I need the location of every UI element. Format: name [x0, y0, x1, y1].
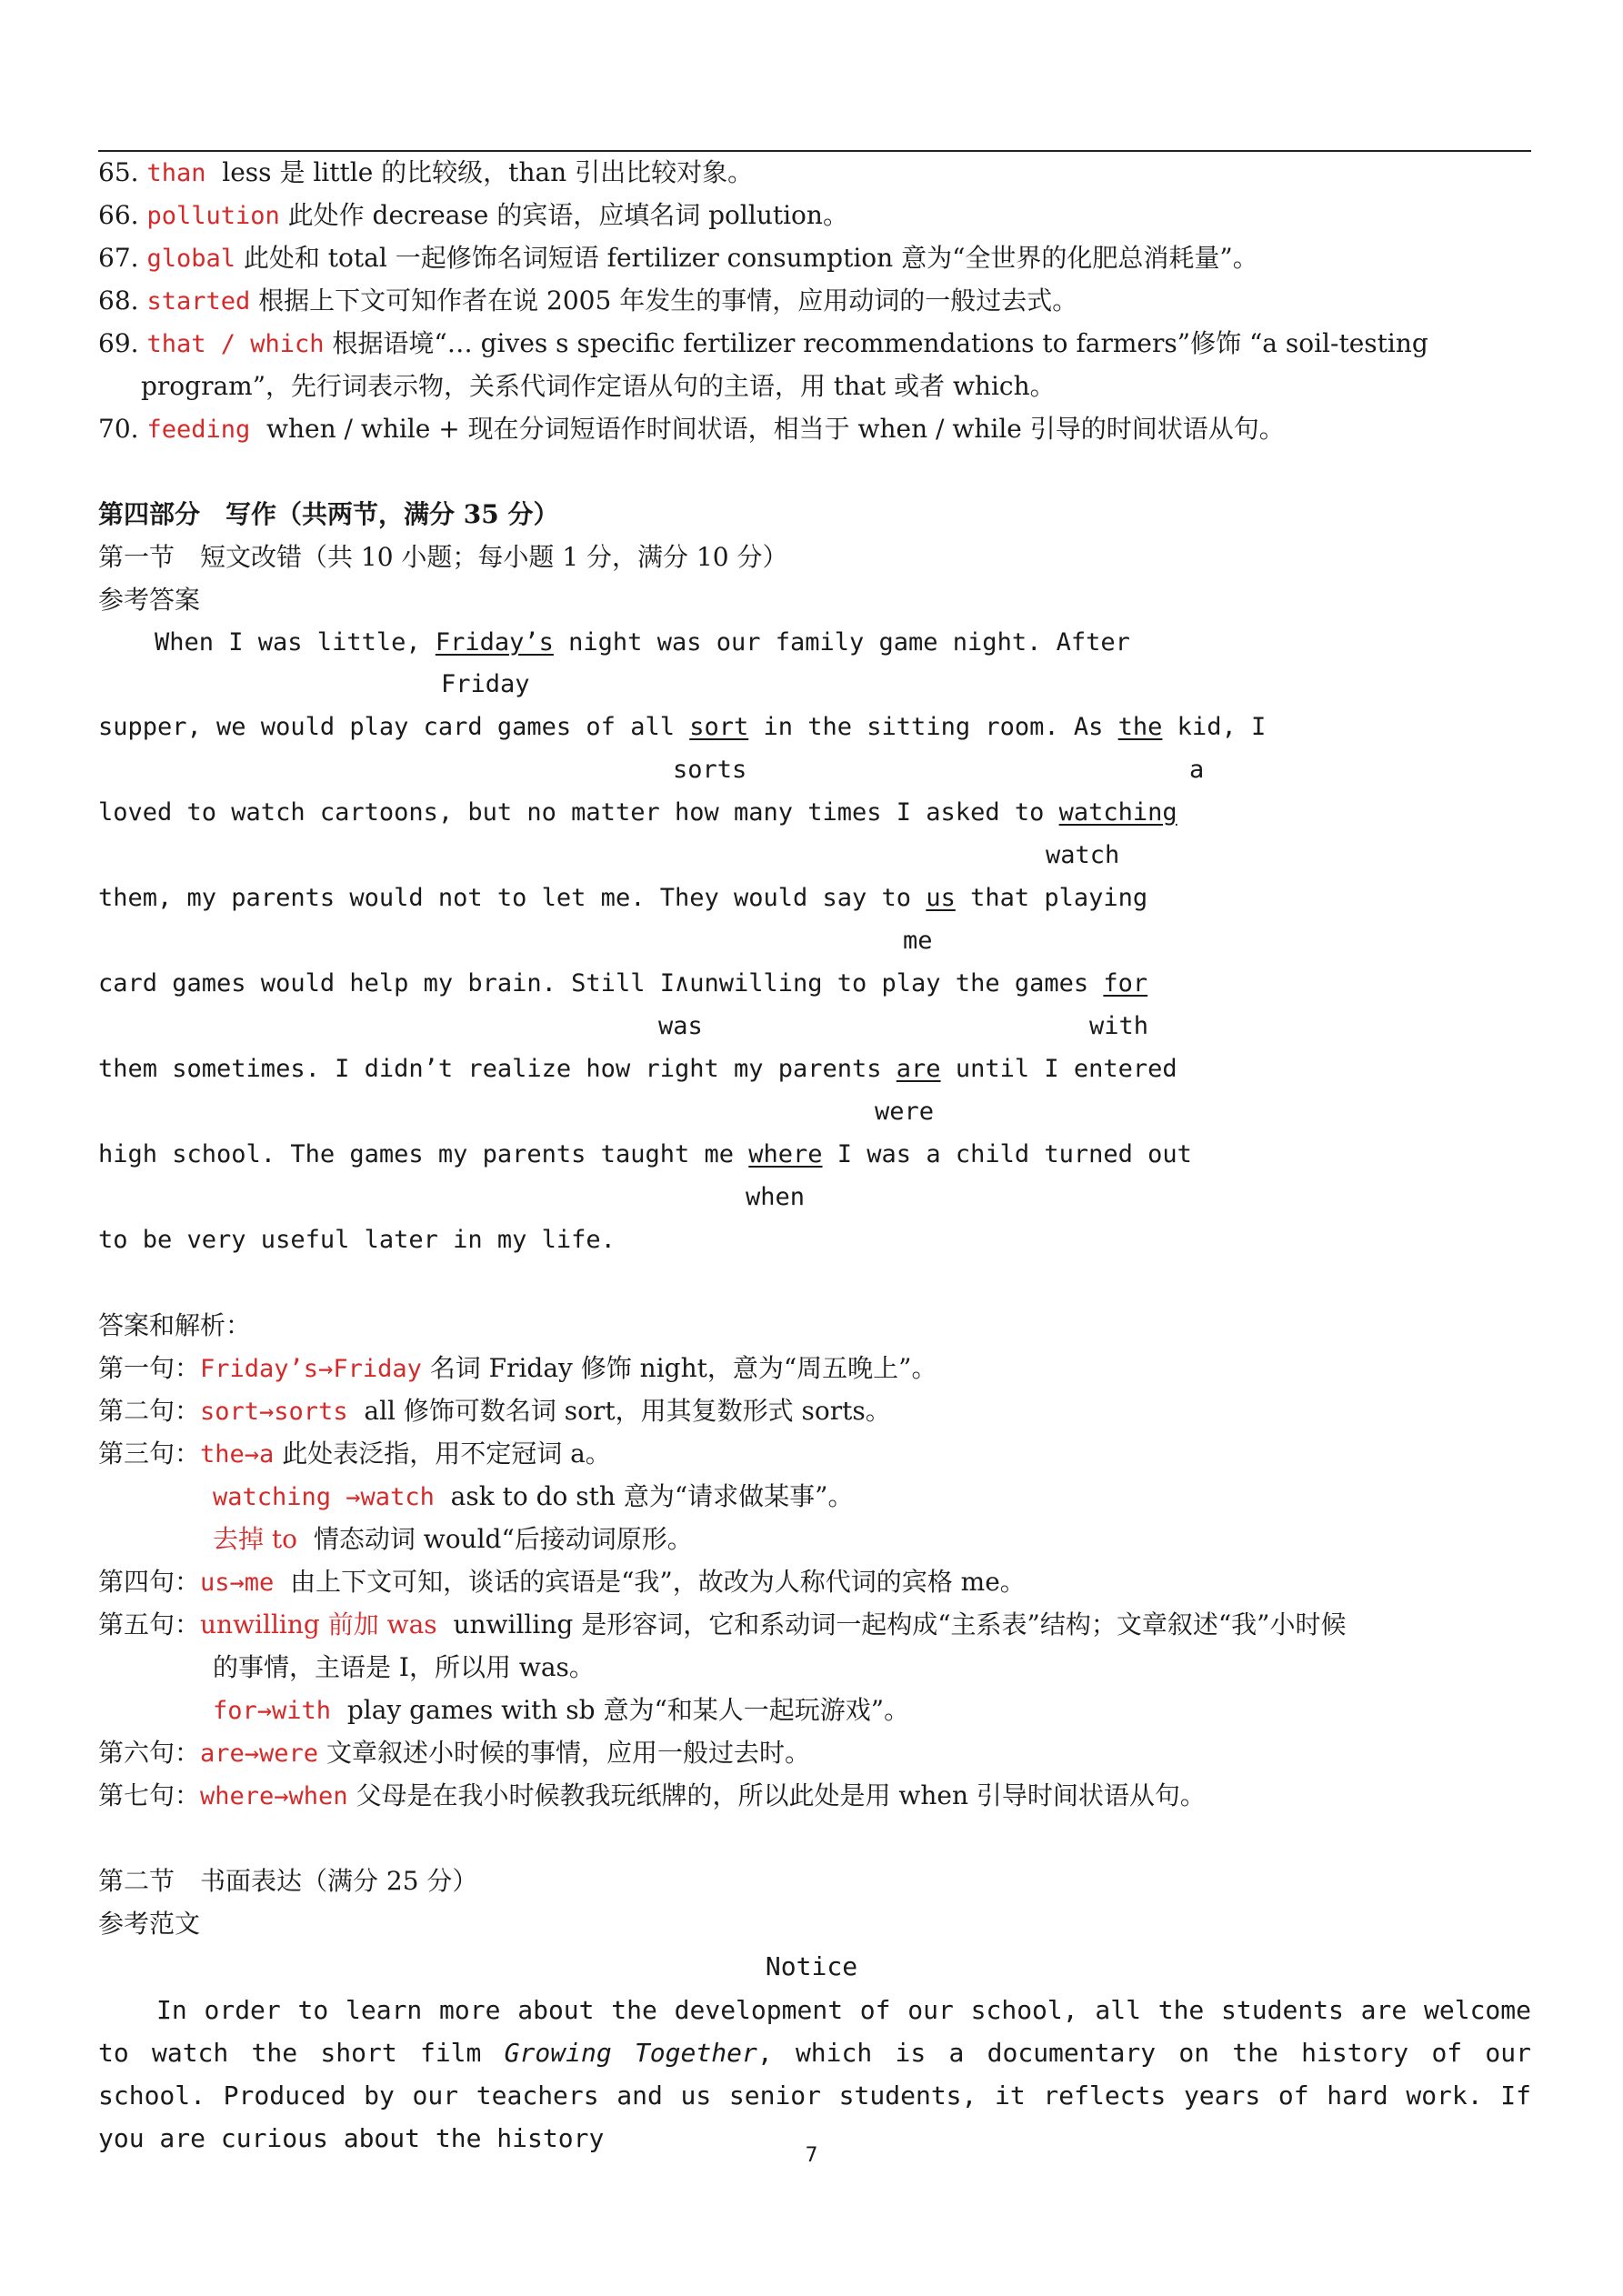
analysis-sentence-3c: 去掉 to 情态动词 would“后接动词原形。 — [213, 1524, 693, 1554]
analysis-sentence-4: 第四句：us→me 由上下文可知，谈话的宾语是“我”，故改为人称代词的宾格 me。 — [98, 1567, 1026, 1597]
passage-line-2: supper, we would play card games of all sort in the sitting room. As the kid, I — [98, 713, 1267, 741]
correction-5: me — [903, 927, 933, 955]
correction-9: when — [746, 1183, 806, 1211]
answer-67: 67. global 此处和 total 一起修饰名词短语 fertilizer consumption 意为“全世界的化肥总消耗量”。 — [98, 243, 1258, 273]
answer-70: 70. feeding when / while + 现在分词短语作时间状语，相当于 when / while 引导的时间状语从句。 — [98, 414, 1285, 444]
answer-69-cont: program”，先行词表示物，关系代词作定语从句的主语，用 that 或者 which。 — [141, 371, 1056, 401]
section1-title: 第一节 短文改错（共 10 小题；每小题 1 分，满分 10 分） — [98, 542, 788, 572]
part4-title: 第四部分 写作（共两节，满分 35 分） — [98, 499, 559, 529]
answer-68: 68. started 根据上下文可知作者在说 2005 年发生的事情，应用动词的一般过去式。 — [98, 286, 1078, 316]
passage-line-4: them, my parents would not to let me. They would say to us that playing — [98, 884, 1148, 912]
answer-66: 66. pollution 此处作 decrease 的宾语，应填名词 pollution。 — [98, 200, 848, 230]
analysis-sentence-7: 第七句：where→when 父母是在我小时候教我玩纸牌的，所以此处是用 when 引导时间状语从句。 — [98, 1780, 1206, 1810]
analysis-sentence-6: 第六句：are→were 文章叙述小时候的事情，应用一般过去时。 — [98, 1738, 810, 1768]
passage-line-5: card games would help my brain. Still I∧unwilling to play the games for — [98, 969, 1148, 998]
page-number: 7 — [805, 2144, 818, 2167]
reference-answer-label: 参考答案 — [98, 585, 201, 615]
correction-8: were — [875, 1098, 935, 1126]
passage-line-7: high school. The games my parents taught me where I was a child turned out — [98, 1140, 1192, 1168]
passage-line-3: loved to watch cartoons, but no matter how many times I asked to watching — [98, 798, 1177, 827]
correction-4: watch — [1046, 841, 1120, 869]
analysis-sentence-5b: for→with play games with sb 意为“和某人一起玩游戏”。 — [213, 1695, 910, 1725]
answer-65: 65. than less 是 little 的比较级，than 引出比较对象。 — [98, 157, 754, 187]
analysis-sentence-5-cont: 的事情，主语是 I，所以用 was。 — [213, 1652, 595, 1682]
analysis-sentence-2: 第二句：sort→sorts all 修饰可数名词 sort，用其复数形式 sorts。 — [98, 1396, 891, 1426]
analysis-title: 答案和解析： — [98, 1310, 252, 1340]
passage-line-8: to be very useful later in my life. — [98, 1226, 616, 1254]
correction-3: a — [1189, 756, 1205, 784]
analysis-sentence-5: 第五句：unwilling 前加 was unwilling 是形容词，它和系动词一起构成“主系表”结构；文章叙述“我”小时候 — [98, 1609, 1347, 1639]
essay-paragraph: In order to learn more about the development of our school, all the students are welcome to watch the short film Growing Together, which is a documentary on the history of our school. Produced by our teachers and us senior students, it reflects years of hard work. If you are curious about the history — [98, 1995, 1532, 2153]
correction-1: Friday — [441, 670, 530, 698]
section2-title: 第二节 书面表达（满分 25 分） — [98, 1866, 478, 1896]
analysis-sentence-3: 第三句：the→a 此处表泛指，用不定冠词 a。 — [98, 1439, 611, 1469]
correction-6: was — [658, 1012, 703, 1040]
passage-line-6: them sometimes. I didn’t realize how right my parents are until I entered — [98, 1055, 1177, 1083]
correction-7: with — [1089, 1012, 1149, 1040]
reference-essay-label: 参考范文 — [98, 1909, 201, 1939]
passage-line-1: When I was little, Friday’s night was our family game night. After — [155, 628, 1130, 657]
analysis-sentence-1: 第一句：Friday’s→Friday 名词 Friday 修饰 night，意为“周五晚上”。 — [98, 1353, 937, 1383]
analysis-sentence-3b: watching →watch ask to do sth 意为“请求做某事”。 — [213, 1481, 854, 1511]
answer-69: 69. that / which 根据语境“… gives s specific fertilizer recommendations to farmers”修饰 “a soil-testing — [98, 328, 1428, 358]
correction-2: sorts — [673, 756, 747, 784]
notice-title: Notice — [765, 1951, 858, 1981]
header-rule — [98, 150, 1531, 152]
